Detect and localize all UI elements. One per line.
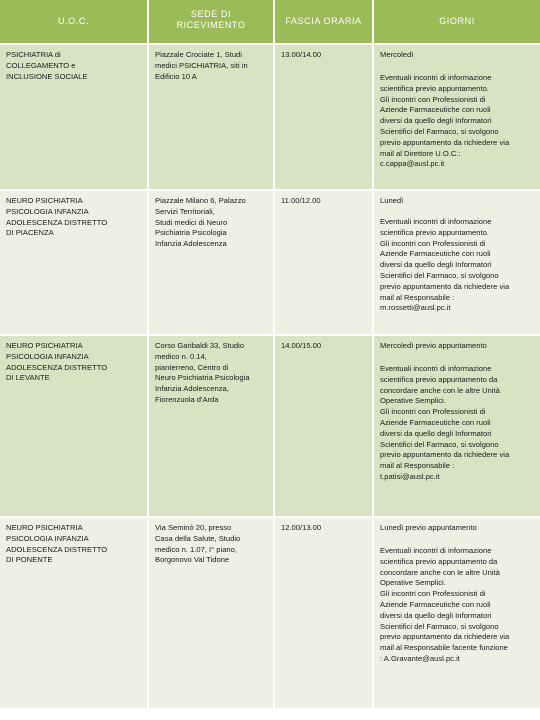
cell-giorni xyxy=(374,518,540,708)
header-cell-giorni xyxy=(374,0,540,43)
cell-sede xyxy=(149,45,273,189)
giorni-day-text: Mercoledì xyxy=(380,50,414,59)
giorni-day-text: Lunedì previo appuntamento xyxy=(380,523,477,532)
uoc-text: NEURO PSICHIATRIA PSICOLOGIA INFANZIA ADOLESCENZA DISTRETTO DI PIACENZA xyxy=(6,196,108,238)
cell-uoc xyxy=(0,191,147,334)
fascia-text: 11.00/12.00 xyxy=(281,196,321,205)
cell-giorni xyxy=(374,191,540,334)
cell-uoc xyxy=(0,518,147,708)
uoc-text: PSICHIATRIA di COLLEGAMENTO e INCLUSIONE SOCIALE xyxy=(6,50,88,81)
giorni-day-text: Lunedì xyxy=(380,196,404,205)
table-row xyxy=(0,191,540,334)
sede-text: Piazzale Crociate 1, Studi medici PSICHIATRIA, siti in Edificio 10 A xyxy=(155,50,248,81)
cell-fascia xyxy=(275,336,372,516)
column-divider xyxy=(372,0,374,708)
cell-fascia xyxy=(275,191,372,334)
table-row xyxy=(0,336,540,516)
cell-uoc xyxy=(0,45,147,189)
sede-text: Corso Garibaldi 33, Studio medico n. 0.14, pianterreno, Centro di Neuro Psichiatria Psicologia Infanzia Adolescenza, Fiorenzuola d'Arda xyxy=(155,341,250,404)
giorni-day-text: Mercoledì previo appuntamento xyxy=(380,341,487,350)
giorni-note-text: Eventuali incontri di informazione scientifica previo appuntamento da concordare anche con le altre Unità Operative Semplici. Gli incontri con Professionisti di Aziende Farmaceutiche con ruoli diversi da quello degli Informatori Scientifici del Farmaco, si svolgono previo appuntamento da richiedere via mail al Responsabile facente funzione : A.Gravante@ausl.pc.it xyxy=(380,546,510,663)
giorni-note-text: Eventuali incontri di informazione scientifica previo appuntamento. Gli incontri con Professionisti di Aziende Farmaceutiche con ruoli diversi da quello degli Informatori Scientifici del Farmaco, si svolgono previo appuntamento da richiedere via mail al Responsabile : m.rossetti@ausl.pc.it xyxy=(380,217,510,313)
sede-text: Via Seminò 20, presso Casa della Salute, Studio medico n. 1.07, I° piano, Borgonovo Val Tidone xyxy=(155,523,241,565)
uoc-text: NEURO PSICHIATRIA PSICOLOGIA INFANZIA ADOLESCENZA DISTRETTO DI LEVANTE xyxy=(6,341,108,383)
fascia-text: 12.00/13.00 xyxy=(281,523,322,532)
table-header-row xyxy=(0,0,540,43)
table-row xyxy=(0,45,540,189)
cell-giorni xyxy=(374,336,540,516)
header-cell-sede xyxy=(149,0,273,43)
cell-sede xyxy=(149,518,273,708)
sede-text: Piazzale Milano 6, Palazzo Servizi Territoriali, Studi medici di Neuro Psichiatria Psicologia Infanzia Adolescenza xyxy=(155,196,246,249)
header-sede-label: SEDE DI RICEVIMENTO xyxy=(176,9,246,30)
table-row xyxy=(0,518,540,708)
column-divider xyxy=(273,0,275,708)
fascia-text: 14.00/15.00 xyxy=(281,341,322,350)
fascia-text: 13.00/14.00 xyxy=(281,50,322,59)
cell-giorni xyxy=(374,45,540,189)
cell-fascia xyxy=(275,45,372,189)
header-cell-fascia xyxy=(275,0,372,43)
header-giorni-label: GIORNI xyxy=(439,16,475,26)
header-uoc-label: U.O.C. xyxy=(57,16,90,26)
cell-sede xyxy=(149,191,273,334)
cell-fascia xyxy=(275,518,372,708)
cell-sede xyxy=(149,336,273,516)
header-cell-uoc xyxy=(0,0,147,43)
header-fascia-label: FASCIA ORARIA xyxy=(285,16,362,26)
giorni-note-text: Eventuali incontri di informazione scientifica previo appuntamento da concordare anche con le altre Unità Operative Semplici. Gli incontri con Professionisti di Aziende Farmaceutiche con ruoli diversi da quello degli Informatori Scientifici del Farmaco, si svolgono previo appuntamento da richiedere via mail al Responsabile : t.patisi@ausl.pc.it xyxy=(380,364,510,481)
uoc-text: NEURO PSICHIATRIA PSICOLOGIA INFANZIA ADOLESCENZA DISTRETTO DI PONENTE xyxy=(6,523,108,565)
column-divider xyxy=(147,0,149,708)
cell-uoc xyxy=(0,336,147,516)
giorni-note-text: Eventuali incontri di informazione scientifica previo appuntamento. Gli incontri con Professionisti di Aziende Farmaceutiche con ruoli diversi da quello degli Informatori Scientifici del Farmaco, si svolgono previo appuntamento da richiedere via mail al Direttore U.O.C.: c.cappa@ausl.pc.it xyxy=(380,73,510,169)
